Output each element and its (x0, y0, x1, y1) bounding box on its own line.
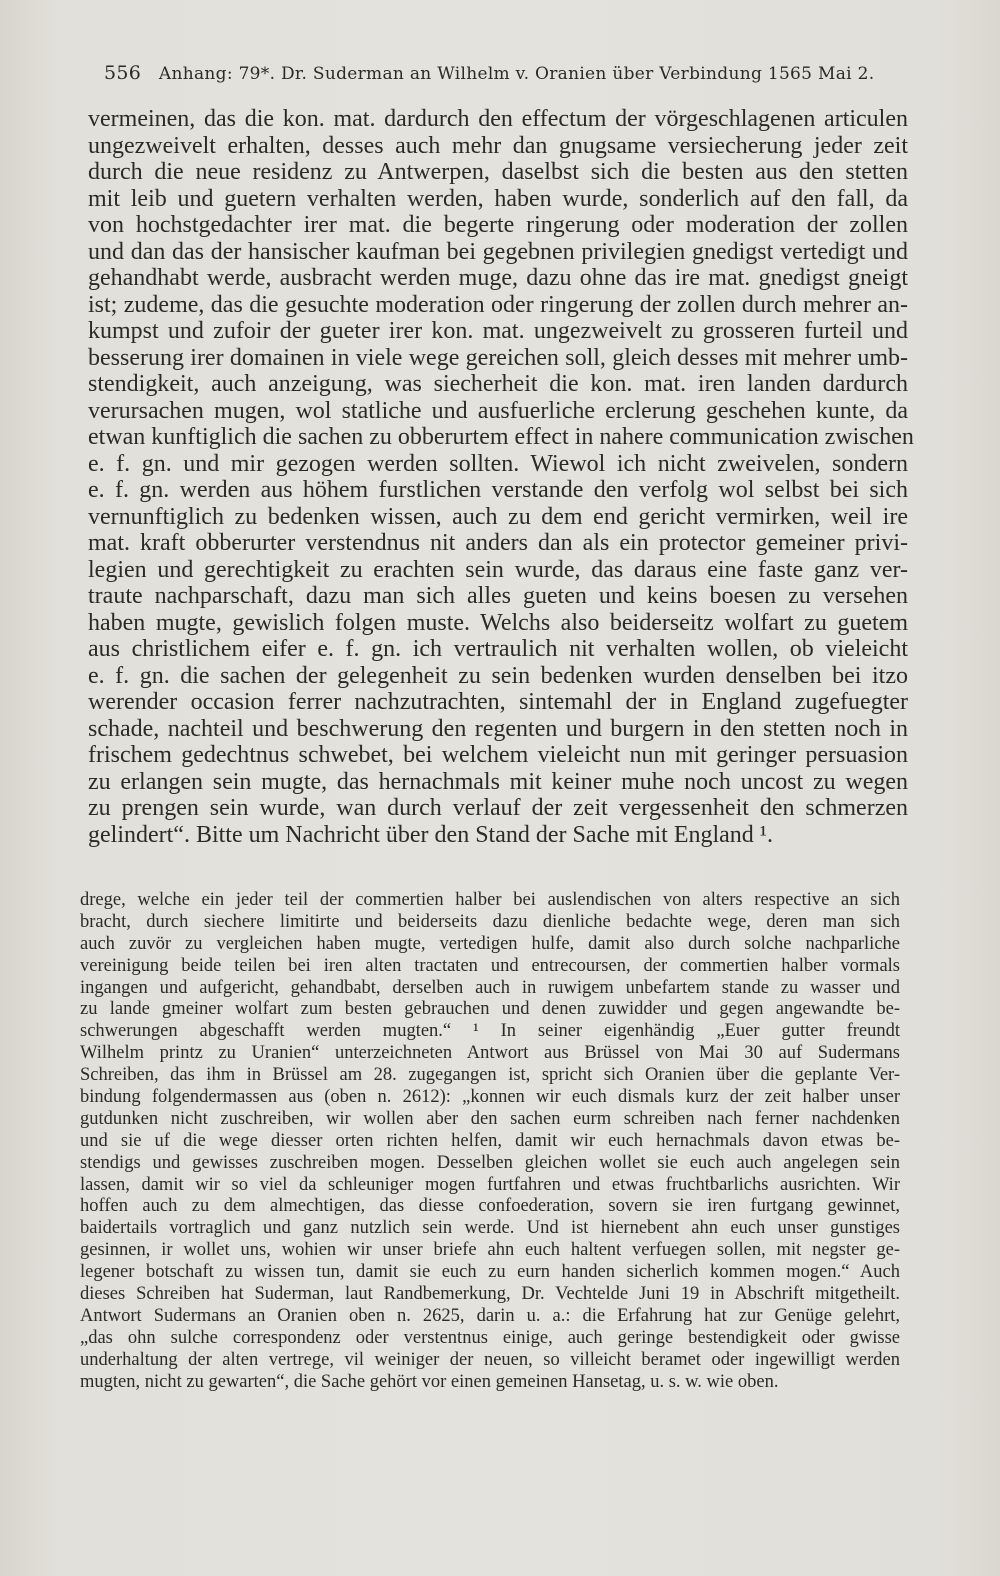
text-line: etwan kunftiglich die sachen zu obberurtem effect in nahere communication zwischen (88, 424, 914, 450)
footnote-line: schwerungen abgeschafft werden mugten.“ ¹ In seiner eigenhändig „Euer gutter freundt (80, 1021, 900, 1042)
footnote-line: hoffen auch zu dem almechtigen, das diesse confoederation, sovern sie iren furtgang gewinnet, (80, 1196, 900, 1217)
footnote-line: lassen, damit wir so viel da schleuniger mogen furtfahren und etwas fruchtbarlichs ausrichten. Wir (80, 1174, 900, 1195)
text-line: und dan das der hansischer kaufman bei gegebnen privilegien gnedigst vertedigt und (88, 238, 908, 265)
text-line: traute nachparschaft, dazu man sich alles gueten und keins boesen zu versehen (88, 583, 908, 609)
footnote-line: stendigs und gewisses zuschreiben mogen. Desselben gleichen wollet sie euch auch angelegen sein (80, 1152, 900, 1173)
text-line: vernunftiglich zu bedenken wissen, auch zu dem end gericht vermirken, weil ire (88, 503, 908, 530)
footnote-line: bracht, durch siechere limitirte und beiderseits dazu dienliche bedachte wege, deren man sich (80, 911, 900, 932)
text-line: legien und gerechtigkeit zu erachten sein wurde, das daraus eine faste ganz ver- (88, 556, 908, 583)
text-line: gehandhabt werde, ausbracht werden muge, dazu ohne das ire mat. gnedigst gneigt (88, 265, 908, 291)
text-line: ungezweivelt erhalten, desses auch mehr dan gnugsame versiecherung jeder zeit (88, 132, 908, 159)
text-line: e. f. gn. werden aus höhem furstlichen verstande den verfolg wol selbst bei sich (88, 477, 908, 503)
text-line: vermeinen, das die kon. mat. dardurch den effectum der vörgeschlagenen articulen (88, 106, 908, 132)
text-line: e. f. gn. und mir gezogen werden sollten. Wiewol ich nicht zweivelen, sondern (88, 450, 908, 477)
text-line: besserung irer domainen in viele wege gereichen soll, gleich desses mit mehrer umb- (88, 344, 908, 371)
text-line: kumpst und zufoir der gueter irer kon. mat. ungezweivelt zu grosseren furteil und (88, 318, 908, 344)
footnote-line: vereinigung beide teilen bei iren alten tractaten und entrecoursen, der commertien halber vormals (80, 955, 900, 976)
text-line: stendigkeit, auch anzeigung, was siecherheit die kon. mat. iren landen dardurch (88, 371, 908, 397)
text-line: frischem gedechtnus schwebet, bei welchem vieleicht nun mit geringer persuasion (88, 742, 908, 768)
footnote-line: und sie uf die wege diesser orten richten helfen, damit wir euch hernachmals davon etwas be- (80, 1130, 900, 1151)
text-line: gelindert“. Bitte um Nachricht über den Stand der Sache mit England ¹. (88, 821, 773, 848)
footnote-line: gutdunken nicht zuschreiben, wir wollen aber den sachen eurm schreiben nach ferner nachdenken (80, 1108, 900, 1129)
text-line: zu prengen sein wurde, wan durch verlauf der zeit vergessenheit den schmerzen (88, 795, 908, 821)
footnote-line: ingangen und aufgericht, gehandbabt, derselben auch in ruwigem unbefartem stande zu wasser und (80, 977, 900, 998)
text-line: durch die neue residenz zu Antwerpen, daselbst sich die besten aus den stetten (88, 159, 908, 185)
text-line: mat. kraft obberurter verstendnus nit anders dan als ein protector gemeiner privi- (88, 530, 908, 556)
footnote-line: auch zuvör zu vergleichen haben mugte, vertedigen hulfe, damit also durch solche nachparliche (80, 933, 900, 954)
text-line: schade, nachteil und beschwerung den regenten und burgern in den stetten noch in (88, 715, 908, 742)
page-header (104, 62, 924, 84)
footnote-line: bindung folgendermassen aus (oben n. 2612): „konnen wir euch dismals kurz der zeit halber unser (80, 1087, 900, 1108)
footnote-line: Schreiben, das ihm in Brüssel am 28. zugegangen ist, spricht sich Oranien über die geplante Ver- (80, 1065, 900, 1086)
text-line: zu erlangen sein mugte, das hernachmals mit keiner muhe noch uncost zu wegen (88, 768, 908, 795)
page-number: 556 (104, 62, 142, 84)
text-line: e. f. gn. die sachen der gelegenheit zu sein bedenken wurden denselben bei itzo (88, 662, 908, 689)
footnotes-section (80, 890, 900, 1393)
footnote-line: „das ohn sulche correspondenz oder verstentnus einige, auch geringe bestendigkeit oder gwisse (80, 1327, 900, 1348)
text-line: mit leib und guetern verhalten werden, haben wurde, sonderlich auf den fall, da (88, 185, 908, 212)
footnote-line: zu lande gmeiner wolfart zum besten gebrauchen und denen zuwidder und gegen angewandte be- (80, 999, 900, 1020)
footnote-line: legener botschaft zu wissen tun, damit sie euch zu eurn handen sicherlich kommen mogen.“ Auch (80, 1262, 900, 1283)
footnote-line: gesinnen, ir wollet uns, wohien wir unser briefe ahn euch haltent verfuegen sollen, mit negster ge- (80, 1240, 900, 1261)
text-line: verursachen mugen, wol statliche und ausfuerliche erclerung geschehen kunte, da (88, 397, 908, 424)
footnote-line: baidertails vortraglich und ganz nutzlich sein werde. Und ist hiernebent ahn euch unser gunstiges (80, 1218, 900, 1239)
text-line: werender occasion ferrer nachzutrachten, sintemahl der in England zugefuegter (88, 689, 908, 715)
footnote-line: drege, welche ein jeder teil der commertien halber bei auslendischen von alters respective an sich (80, 890, 900, 910)
text-line: von hochstgedachter irer mat. die begerte ringerung oder moderation der zollen (88, 212, 908, 238)
text-line: aus christlichem eifer e. f. gn. ich vertraulich nit verhalten wollen, ob vieleicht (88, 636, 908, 662)
footnote-line: underhaltung der alten vertrege, vil weiniger der neuen, so villeicht beramet oder ingewilligt werden (80, 1349, 900, 1370)
footnote-line: Antwort Sudermans an Oranien oben n. 2625, darin u. a.: die Erfahrung hat zur Genüge gelehrt, (80, 1305, 900, 1326)
footnote-line: mugten, nicht zu gewarten“, die Sache gehört vor einen gemeinen Hansetag, u. s. w. wie oben. (80, 1371, 779, 1392)
running-title: Anhang: 79*. Dr. Suderman an Wilhelm v. Oranien über Verbindung 1565 Mai 2. (158, 64, 875, 84)
text-line: haben mugte, gewislich folgen muste. Welchs also beiderseitz wolfart zu guetem (88, 609, 908, 636)
text-line: ist; zudeme, das die gesuchte moderation oder ringerung der zollen durch mehrer an- (88, 291, 908, 318)
footnote-line: dieses Schreiben hat Suderman, laut Randbemerkung, Dr. Vechtelde Juni 19 in Abschrift mitgetheilt. (80, 1284, 900, 1305)
main-text-body (88, 106, 914, 848)
footnote-line: Wilhelm printz zu Uranien“ unterzeichneten Antwort aus Brüssel von Mai 30 auf Sudermans (80, 1043, 900, 1064)
